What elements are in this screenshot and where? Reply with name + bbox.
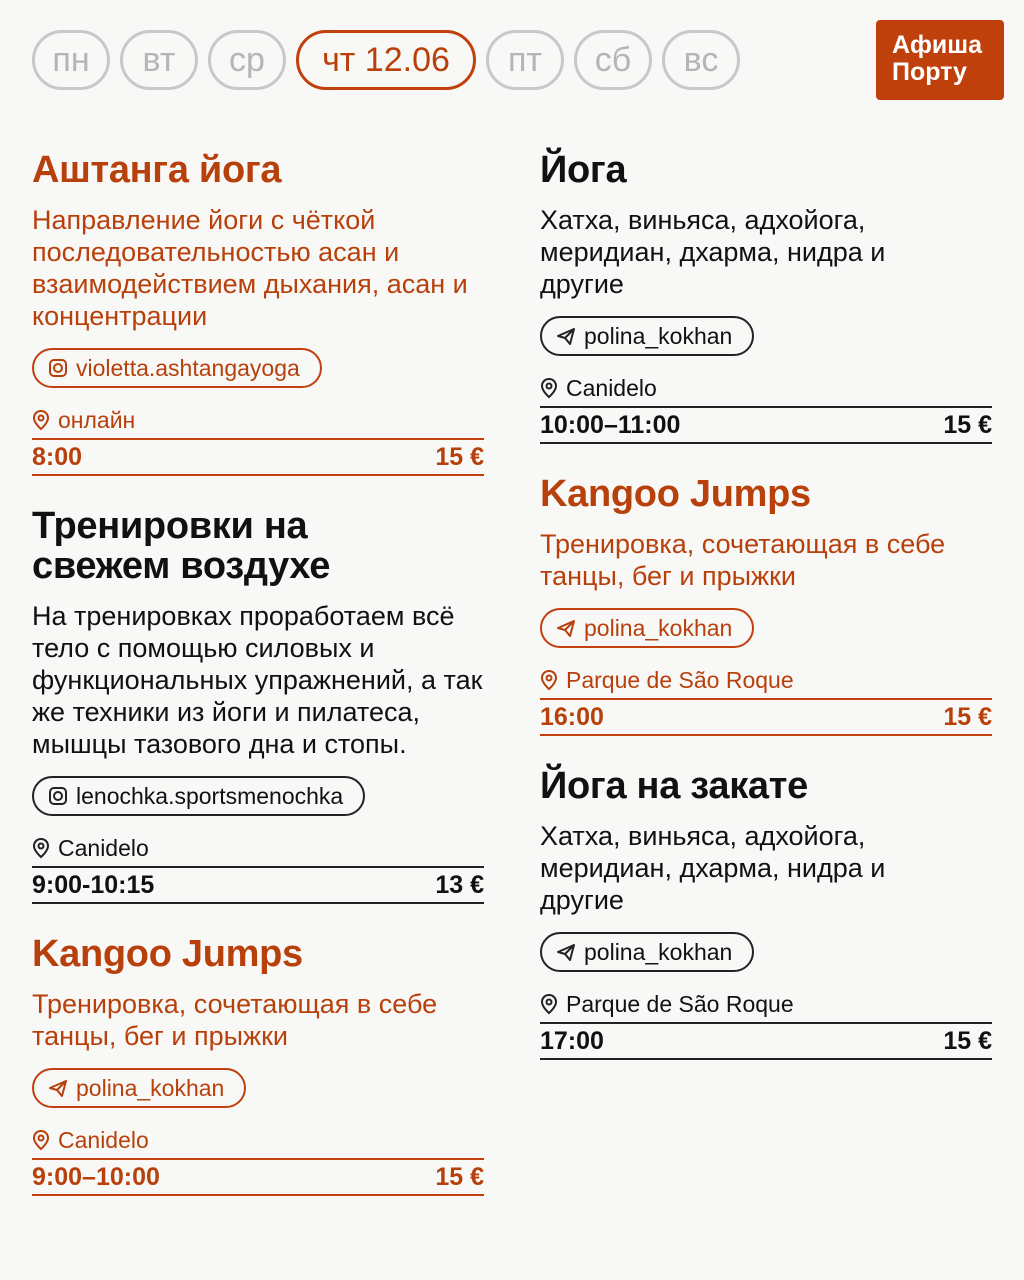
event-location xyxy=(32,406,484,434)
event-card xyxy=(540,474,992,736)
event-card xyxy=(32,934,484,1196)
tag-label: polina_kokhan xyxy=(76,1074,225,1101)
event-time: 16:00 xyxy=(540,702,604,731)
day-tab-sat[interactable]: сб xyxy=(574,30,652,90)
day-tab-mon[interactable]: пн xyxy=(32,30,110,90)
event-description: Тренировка, сочетающая в себе танцы, бег и прыжки xyxy=(32,989,438,1051)
instagram-tag[interactable] xyxy=(32,776,365,816)
event-title: Kangoo Jumps xyxy=(32,933,303,975)
event-description: Хатха, виньяса, адхойога, меридиан, дхарма, нидра и другие xyxy=(540,821,886,915)
instagram-tag[interactable] xyxy=(32,348,322,388)
location-pin-icon xyxy=(540,993,558,1015)
location-label: Canidelo xyxy=(58,1126,149,1153)
time-price-row xyxy=(540,406,992,444)
time-price-row xyxy=(32,438,484,476)
location-pin-icon xyxy=(32,1129,50,1151)
event-time: 10:00–11:00 xyxy=(540,410,681,439)
event-price: 13 € xyxy=(435,870,484,899)
day-tab-fri[interactable]: пт xyxy=(486,30,564,90)
time-price-row xyxy=(32,866,484,904)
tag-label: polina_kokhan xyxy=(584,614,733,641)
location-label: Canidelo xyxy=(58,834,149,861)
tag-label: polina_kokhan xyxy=(584,322,733,349)
event-location xyxy=(540,374,992,402)
logo-line1: Афиша xyxy=(892,31,983,59)
time-price-row xyxy=(32,1158,484,1196)
tag-label: polina_kokhan xyxy=(584,938,733,965)
location-pin-icon xyxy=(540,669,558,691)
day-tab-sun[interactable]: вс xyxy=(662,30,740,90)
event-title: Тренировки на свежем воздухе xyxy=(32,505,331,587)
tag-label: lenochka.sportsmenochka xyxy=(76,782,344,809)
telegram-tag[interactable] xyxy=(540,932,754,972)
event-location xyxy=(540,666,992,694)
instagram-icon xyxy=(48,786,68,806)
day-tab-wed[interactable]: ср xyxy=(208,30,286,90)
telegram-icon xyxy=(556,942,576,962)
event-title: Йога на закате xyxy=(540,765,808,807)
event-location xyxy=(32,834,484,862)
location-label: Parque de São Roque xyxy=(566,666,794,693)
event-time: 8:00 xyxy=(32,442,83,471)
event-description: На тренировках проработаем всё тело с помощью силовых и функциональных упражнений, а так же техники из йоги и пилатеса, мышцы тазового дна и стопы. xyxy=(32,601,483,759)
telegram-tag[interactable] xyxy=(32,1068,246,1108)
time-price-row xyxy=(540,1022,992,1060)
day-tab-thu-active[interactable]: чт 12.06 xyxy=(296,30,476,90)
location-label: онлайн xyxy=(58,406,136,433)
time-price-row xyxy=(540,698,992,736)
location-label: Parque de São Roque xyxy=(566,990,794,1017)
event-price: 15 € xyxy=(943,410,992,439)
event-location xyxy=(32,1126,484,1154)
event-card xyxy=(32,506,484,904)
day-selector xyxy=(32,30,750,90)
location-label: Canidelo xyxy=(566,374,657,401)
event-card xyxy=(540,766,992,1060)
event-description: Направление йоги с чёткой последовательностью асан и взаимодействием дыхания, асан и концентрации xyxy=(32,205,468,331)
afisha-porto-logo xyxy=(876,20,1004,100)
event-time: 17:00 xyxy=(540,1026,604,1055)
event-time: 9:00–10:00 xyxy=(32,1162,160,1191)
event-location xyxy=(540,990,992,1018)
event-description: Тренировка, сочетающая в себе танцы, бег и прыжки xyxy=(540,529,946,591)
event-card xyxy=(32,150,484,476)
location-pin-icon xyxy=(32,837,50,859)
telegram-tag[interactable] xyxy=(540,608,754,648)
event-title: Kangoo Jumps xyxy=(540,473,811,515)
event-title: Аштанга йога xyxy=(32,149,282,191)
event-price: 15 € xyxy=(435,442,484,471)
event-title: Йога xyxy=(540,149,627,191)
event-description: Хатха, виньяса, адхойога, меридиан, дхарма, нидра и другие xyxy=(540,205,886,299)
tag-label: violetta.ashtangayoga xyxy=(76,354,300,381)
day-tab-tue[interactable]: вт xyxy=(120,30,198,90)
telegram-icon xyxy=(48,1078,68,1098)
location-pin-icon xyxy=(540,377,558,399)
event-price: 15 € xyxy=(943,702,992,731)
event-price: 15 € xyxy=(435,1162,484,1191)
event-time: 9:00-10:15 xyxy=(32,870,155,899)
telegram-icon xyxy=(556,618,576,638)
location-pin-icon xyxy=(32,409,50,431)
telegram-tag[interactable] xyxy=(540,316,754,356)
event-card xyxy=(540,150,992,444)
left-column xyxy=(32,150,484,1226)
right-column xyxy=(540,150,992,1090)
telegram-icon xyxy=(556,326,576,346)
instagram-icon xyxy=(48,358,68,378)
event-price: 15 € xyxy=(943,1026,992,1055)
logo-line2: Порту xyxy=(892,58,967,86)
